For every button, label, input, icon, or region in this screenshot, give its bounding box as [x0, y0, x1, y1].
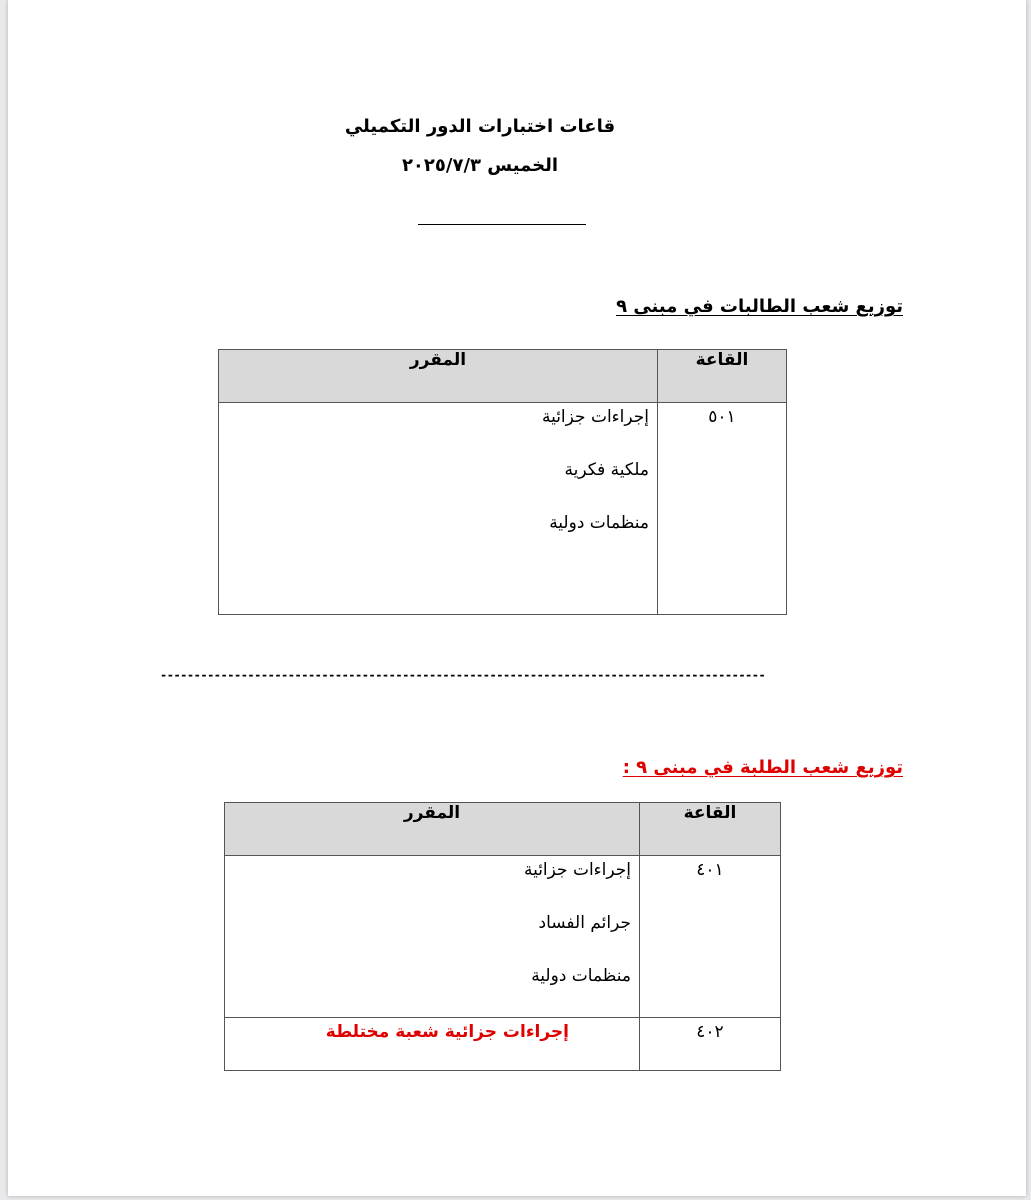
course-item: منظمات دولية [531, 966, 631, 986]
table-header-row [219, 350, 787, 403]
table-header-row [225, 803, 781, 856]
hall-column-header: القاعة [640, 803, 781, 856]
course-item: إجراءات جزائية [523, 860, 631, 880]
title-underline-rule [418, 224, 586, 225]
course-item: ملكية فكرية [564, 460, 649, 480]
table-row [225, 1018, 781, 1071]
course-list [219, 403, 658, 615]
exam-date: الخميس ٢٠٢٥/٧/٣ [401, 155, 559, 176]
course-column-header: المقرر [225, 803, 640, 856]
female-distribution-table [218, 349, 787, 615]
course-item: إجراءات جزائية [541, 407, 649, 427]
male-section-heading: توزيع شعب الطلبة في مبنى ٩ : [622, 757, 903, 778]
table-row [219, 403, 787, 615]
course-column-header: المقرر [219, 350, 658, 403]
course-item: منظمات دولية [549, 513, 649, 533]
mixed-section-course: إجراءات جزائية شعبة مختلطة [325, 1022, 569, 1042]
male-distribution-table [224, 802, 781, 1071]
table-row [225, 856, 781, 1018]
hall-number: ٥٠١ [658, 403, 787, 615]
course-item: جرائم الفساد [538, 913, 631, 933]
hall-number: ٤٠٢ [640, 1018, 781, 1071]
hall-column-header: القاعة [658, 350, 787, 403]
hall-number: ٤٠١ [640, 856, 781, 1018]
course-list [225, 856, 640, 1018]
course-list [225, 1018, 640, 1071]
section-separator: ------------------------------------------------------------------------------------------ [160, 668, 766, 682]
female-section-heading: توزيع شعب الطالبات في مبنى ٩ [616, 296, 903, 317]
document-title: قاعات اختبارات الدور التكميلي [344, 116, 616, 137]
